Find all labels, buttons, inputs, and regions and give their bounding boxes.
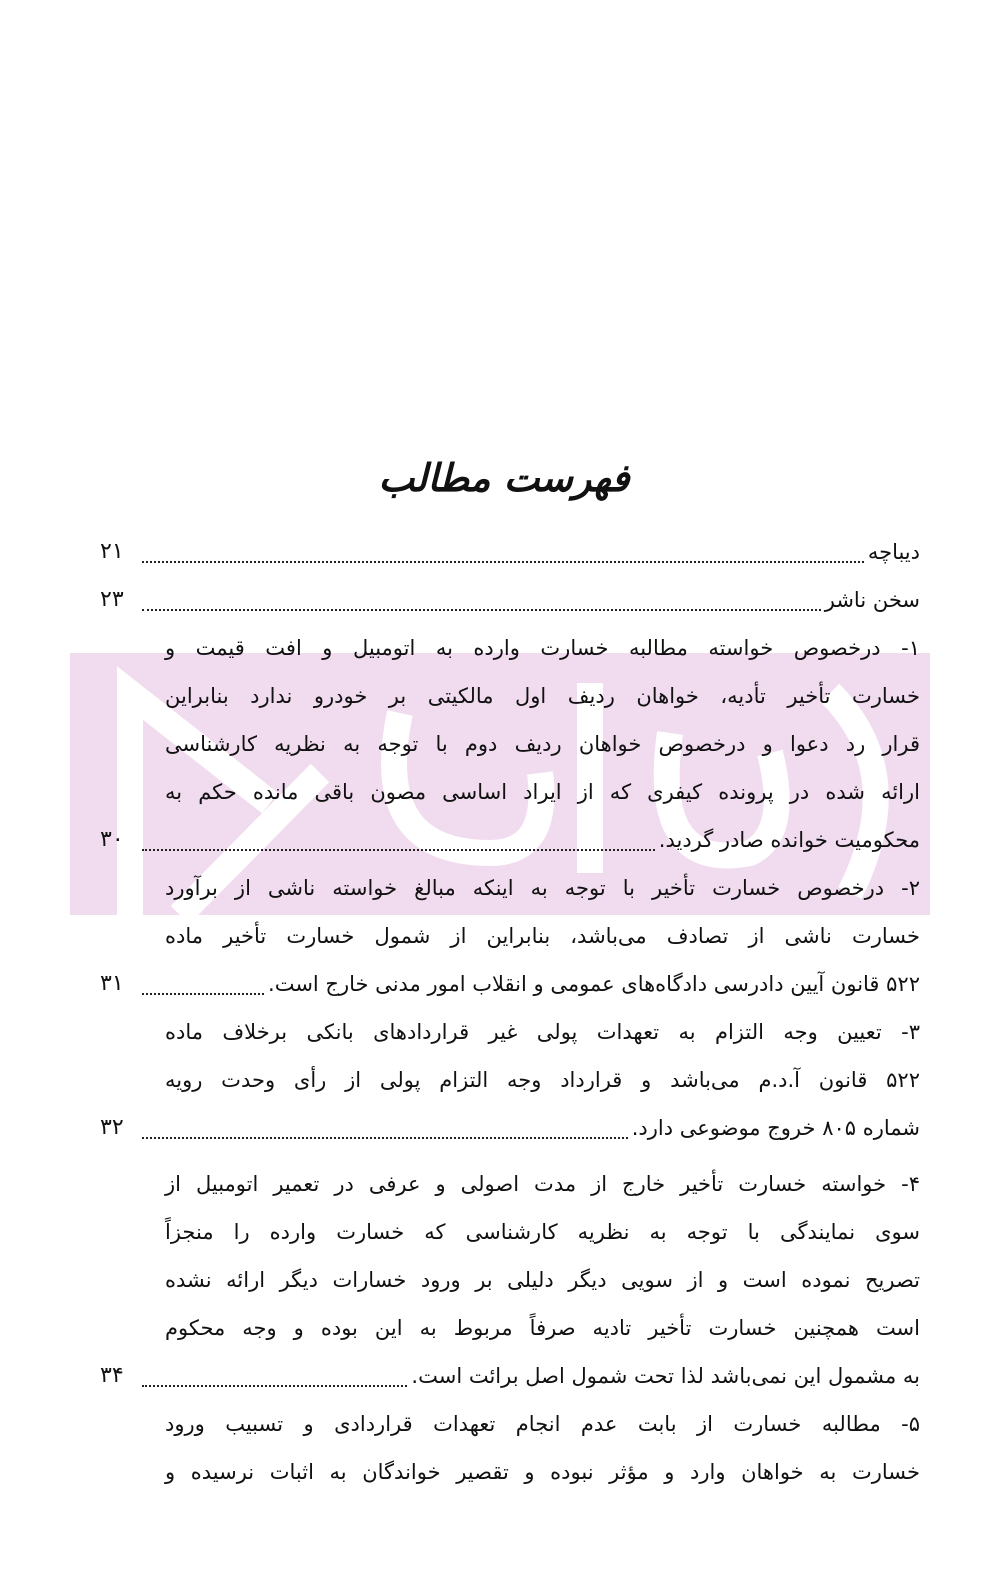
toc-entry-text: ۵۲۲ قانون آیین دادرسی دادگاه‌های عمومی و انقلاب امور مدنی خارج است. xyxy=(268,972,920,996)
toc-entry-line xyxy=(100,528,920,576)
toc-entry-text: ۳- تعیین وجه التزام به تعهدات پولی غیر قراردادهای بانکی برخلاف ماده xyxy=(165,1020,920,1044)
toc-entry-line xyxy=(100,1104,920,1152)
dot-leader xyxy=(142,1137,628,1139)
toc-entry-line xyxy=(100,1448,920,1496)
toc-entry-line xyxy=(100,1160,920,1208)
toc-entry-line xyxy=(100,672,920,720)
toc-entry-line xyxy=(100,816,920,864)
dot-leader xyxy=(142,993,264,995)
toc-entry-text: سوی نمایندگی با توجه به نظریه کارشناسی که خسارت وارده را منجزاً xyxy=(165,1220,920,1244)
toc-entry-text: دیباچه xyxy=(867,540,920,564)
toc-entry-text: ارائه شده در پرونده کیفری که از ایراد اساسی مصون باقی مانده حکم به xyxy=(165,780,920,804)
page-number[interactable]: ۲۳ xyxy=(100,587,124,612)
toc-entry-text: ۱- درخصوص خواسته مطالبه خسارت وارده به اتومبیل و افت قیمت و xyxy=(165,636,920,660)
toc-entry-line xyxy=(100,1400,920,1448)
page-number[interactable]: ۳۰ xyxy=(100,827,124,852)
toc-entry-text: شماره ۸۰۵ خروج موضوعی دارد. xyxy=(631,1116,920,1140)
toc-entry-text: خسارت تأخیر تأدیه، خواهان ردیف اول مالکیتی بر خودرو ندارد بنابراین xyxy=(165,684,920,708)
toc-entry-line xyxy=(100,1208,920,1256)
dot-leader xyxy=(142,609,821,611)
toc-entry-line xyxy=(100,960,920,1008)
toc-entry-line xyxy=(100,624,920,672)
page-number[interactable]: ۳۲ xyxy=(100,1115,124,1140)
toc-entry-text: قرار رد دعوا و درخصوص خواهان ردیف دوم با توجه به نظریه کارشناسی xyxy=(165,732,920,756)
toc-entry-line xyxy=(100,912,920,960)
table-of-contents xyxy=(100,528,920,1496)
toc-entry-line xyxy=(100,864,920,912)
toc-entry-text: است همچنین خسارت تأخیر تادیه صرفاً مربوط به این بوده و وجه محکوم xyxy=(165,1316,920,1340)
toc-entry-text: ۵۲۲ قانون آ.د.م می‌باشد و قرارداد وجه التزام پولی از رأی وحدت رویه xyxy=(165,1068,920,1092)
toc-entry-text: خسارت به خواهان وارد و مؤثر نبوده و تقصیر خواندگان به اثبات نرسیده و xyxy=(165,1460,920,1484)
toc-entry-line xyxy=(100,1056,920,1104)
page-title: فهرست مطالب xyxy=(378,455,630,500)
page-number[interactable]: ۳۴ xyxy=(100,1363,124,1388)
toc-entry-line xyxy=(100,768,920,816)
toc-entry-text: ۲- درخصوص خسارت تأخیر با توجه به اینکه مبالغ خواسته ناشی از برآورد xyxy=(165,876,920,900)
toc-entry-line xyxy=(100,576,920,624)
toc-entry-text: خسارت ناشی از تصادف می‌باشد، بنابراین از شمول خسارت تأخیر ماده xyxy=(165,924,920,948)
toc-entry-line xyxy=(100,1352,920,1400)
dot-leader xyxy=(142,849,655,851)
toc-entry-text: ۴- خواسته خسارت تأخیر خارج از مدت اصولی و عرفی در تعمیر اتومبیل از xyxy=(165,1172,920,1196)
page-number[interactable]: ۲۱ xyxy=(100,539,124,564)
toc-entry-text: ۵- مطالبه خسارت از بابت عدم انجام تعهدات قراردادی و تسبیب ورود xyxy=(165,1412,920,1436)
toc-entry-text: به مشمول این نمی‌باشد لذا تحت شمول اصل برائت است. xyxy=(411,1364,920,1388)
page-number[interactable]: ۳۱ xyxy=(100,971,124,996)
toc-entry-text: تصریح نموده است و از سویی دیگر دلیلی بر ورود خسارات دیگر ارائه نشده xyxy=(165,1268,920,1292)
dot-leader xyxy=(142,1385,407,1387)
toc-entry-line xyxy=(100,1304,920,1352)
dot-leader xyxy=(142,561,864,563)
toc-entry-line xyxy=(100,720,920,768)
toc-entry-line xyxy=(100,1256,920,1304)
toc-entry-text: محکومیت خوانده صادر گردید. xyxy=(658,828,920,852)
toc-entry-line xyxy=(100,1008,920,1056)
toc-entry-text: سخن ناشر xyxy=(824,588,920,612)
